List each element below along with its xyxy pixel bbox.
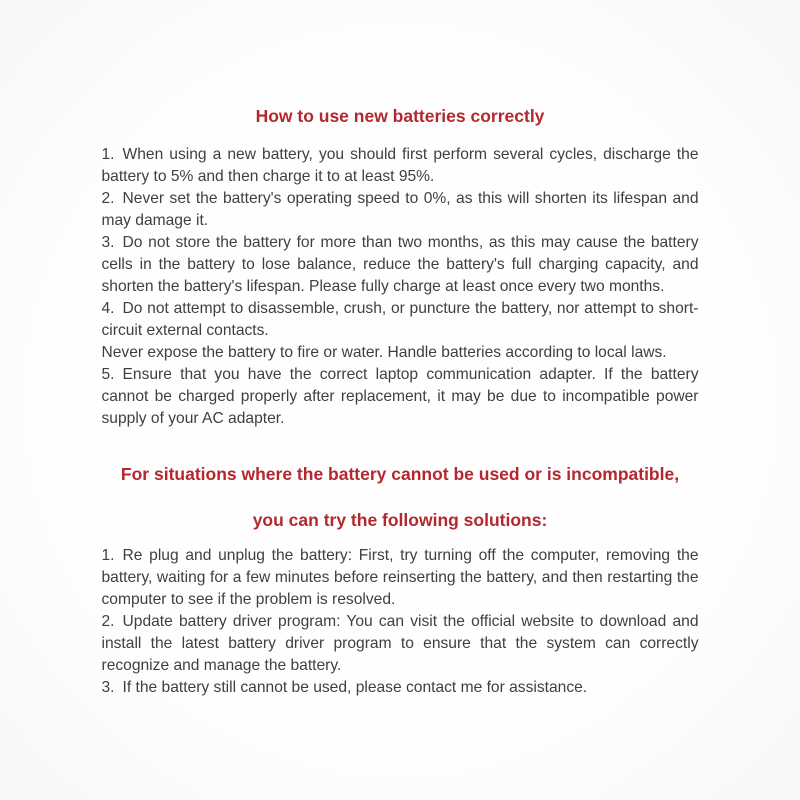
instruction-item-3 — [102, 232, 699, 298]
item-number: 2. — [101, 190, 115, 207]
item-number: 5. — [101, 366, 115, 383]
instruction-item-2 — [102, 188, 699, 232]
item-text: Ensure that you have the correct laptop communication adapter. If the battery cannot be charged properly after replacement, it may be due to incompatible power supply of your AC adapter. — [101, 366, 699, 427]
item-text: Re plug and unplug the battery: First, try turning off the computer, removing the battery, waiting for a few minutes before reinserting the battery, and then restarting the computer to see if the problem is resolved. — [101, 547, 699, 608]
solution-item-3 — [102, 677, 699, 699]
item-number: 3. — [101, 679, 115, 696]
section2-title-line2: you can try the following solutions: — [252, 510, 548, 530]
solution-item-1 — [102, 545, 699, 611]
section1-title: How to use new batteries correctly — [255, 106, 545, 126]
item-number: 3. — [101, 234, 115, 251]
solution-item-2 — [102, 611, 699, 677]
document-page — [102, 0, 699, 699]
instruction-item-4 — [102, 298, 699, 342]
instruction-item-5 — [102, 364, 699, 430]
instruction-note — [102, 342, 699, 364]
item-text: If the battery still cannot be used, please contact me for assistance. — [122, 679, 588, 696]
item-number: 1. — [101, 146, 115, 163]
item-text: Do not attempt to disassemble, crush, or puncture the battery, nor attempt to short-circuit external contacts. — [101, 300, 699, 339]
item-text: Never set the battery's operating speed to 0%, as this will shorten its lifespan and may damage it. — [101, 190, 699, 229]
item-text: Never expose the battery to fire or water. Handle batteries according to local laws. — [101, 344, 667, 361]
item-text: Do not store the battery for more than two months, as this may cause the battery cells in the battery to lose balance, reduce the battery's full charging capacity, and shorten the battery's lifespan. Please fully charge at least once every two months. — [101, 234, 699, 295]
instruction-item-1 — [102, 144, 699, 188]
item-text: When using a new battery, you should first perform several cycles, discharge the battery to 5% and then charge it to at least 95%. — [101, 146, 699, 185]
item-text: Update battery driver program: You can visit the official website to download and install the latest battery driver program to ensure that the system can correctly recognize and manage the battery. — [101, 613, 699, 674]
item-number: 2. — [101, 613, 115, 630]
item-number: 4. — [101, 300, 115, 317]
item-number: 1. — [101, 547, 115, 564]
section2-title-line1: For situations where the battery cannot be used or is incompatible, — [120, 464, 680, 484]
